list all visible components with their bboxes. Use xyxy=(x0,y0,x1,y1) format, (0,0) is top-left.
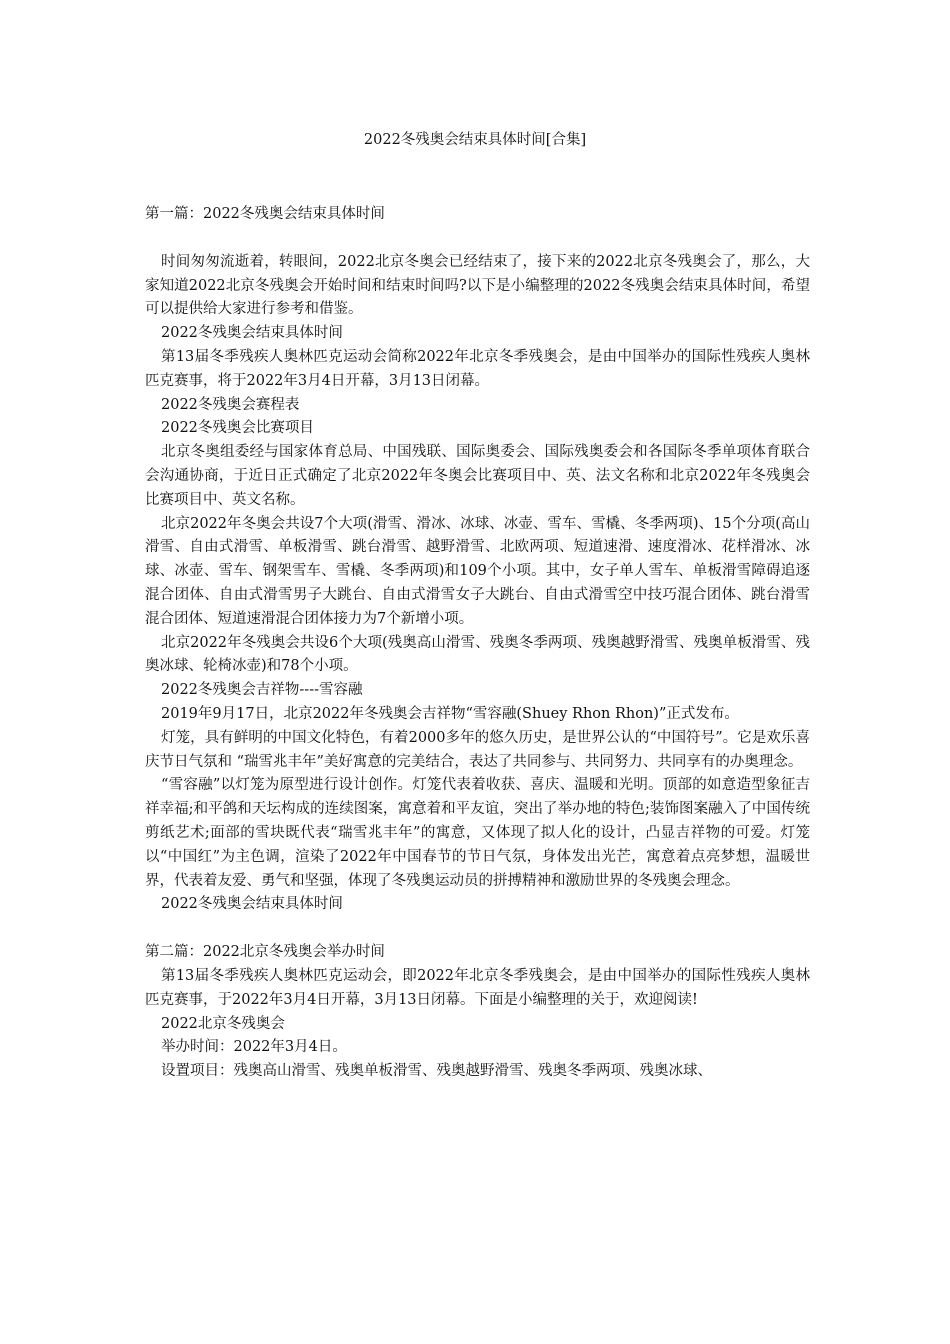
paragraph-subheading: 2022冬残奥会结束具体时间 xyxy=(161,325,343,342)
document-title: 2022冬残奥会结束具体时间[合集] xyxy=(363,132,587,148)
paragraph: 北京2022年冬残奥会共设6个大项(残奥高山滑雪、残奥冬季两项、残奥越野滑雪、残奥单板滑雪、残奥冰球、轮椅冰壶)和78个小项。 xyxy=(145,634,810,675)
paragraph-intro: 时间匆匆流逝着，转眼间，2022北京冬奥会已经结束了，接下来的2022北京冬残奥会了，那么，大家知道2022北京冬残奥会开始时间和结束时间吗?以下是小编整理的2022冬残奥会结束具体时间，希望可以提供给大家进行参考和借鉴。 xyxy=(145,253,810,318)
document-body xyxy=(145,203,810,1084)
paragraph: 第13届冬季残疾人奥林匹克运动会简称2022年北京冬季残奥会，是由中国举办的国际性残疾人奥林匹克赛事，将于2022年3月4日开幕，3月13日闭幕。 xyxy=(145,348,810,389)
section-heading-1: 第一篇：2022冬残奥会结束具体时间 xyxy=(145,206,385,222)
paragraph: 2019年9月17日，北京2022年冬残奥会吉祥物“雪容融(Shuey Rhon Rhon)”正式发布。 xyxy=(161,705,739,722)
paragraph-subheading: 2022冬残奥会结束具体时间 xyxy=(161,896,343,913)
paragraph-subheading: 2022北京冬残奥会 xyxy=(161,1015,285,1032)
paragraph: 灯笼，具有鲜明的中国文化特色，有着2000多年的悠久历史，是世界公认的“中国符号”。它是欢乐喜庆节日气氛和 “瑞雪兆丰年”美好寓意的完美结合，表达了共同参与、共同努力、共同享有的办奥理念。 xyxy=(145,729,810,770)
paragraph-subheading: 2022冬残奥会赛程表 xyxy=(161,396,300,413)
paragraph: 北京2022年冬奥会共设7个大项(滑雪、滑冰、冰球、冰壶、雪车、雪橇、冬季两项)、15个分项(高山滑雪、自由式滑雪、单板滑雪、跳台滑雪、越野滑雪、北欧两项、短道速滑、速度滑冰、花样滑冰、冰球、冰壶、雪车、钢架雪车、雪橇、冬季两项)和109个小项。其中，女子单人雪车、单板滑雪障碍追逐混合团体、自由式滑雪男子大跳台、自由式滑雪女子大跳台、自由式滑雪空中技巧混合团体、跳台滑雪混合团体、短道速滑混合团体接力为7个新增小项。 xyxy=(145,515,810,627)
paragraph-subheading: 2022冬残奥会比赛项目 xyxy=(161,420,314,437)
section-heading-2: 第二篇：2022北京冬残奥会举办时间 xyxy=(145,944,385,961)
paragraph: 举办时间：2022年3月4日。 xyxy=(161,1039,347,1056)
paragraph: “雪容融”以灯笼为原型进行设计创作。灯笼代表着收获、喜庆、温暖和光明。顶部的如意造型象征吉祥幸福;和平鸽和天坛构成的连续图案，寓意着和平友谊，突出了举办地的特色;装饰图案融入了中国传统剪纸艺术;面部的雪块既代表“瑞雪兆丰年”的寓意，又体现了拟人化的设计，凸显吉祥物的可爱。灯笼以“中国红”为主色调，渲染了2022年中国春节的节日气氛，身体发出光芒，寓意着点亮梦想，温暖世界，代表着友爱、勇气和坚强，体现了冬残奥运动员的拼搏精神和激励世界的冬残奥会理念。 xyxy=(145,777,810,889)
paragraph: 北京冬奥组委经与国家体育总局、中国残联、国际奥委会、国际残奥委会和各国际冬季单项体育联合会沟通协商，于近日正式确定了北京2022年冬奥会比赛项目中、英、法文名称和北京2022年冬残奥会比赛项目中、英文名称。 xyxy=(145,444,810,508)
paragraph: 设置项目：残奥高山滑雪、残奥单板滑雪、残奥越野滑雪、残奥冬季两项、残奥冰球、 xyxy=(161,1063,712,1080)
paragraph: 第13届冬季残疾人奥林匹克运动会，即2022年北京冬季残奥会，是由中国举办的国际性残疾人奥林匹克赛事，于2022年3月4日开幕，3月13日闭幕。下面是小编整理的关于，欢迎阅读! xyxy=(145,967,810,1008)
paragraph-subheading: 2022冬残奥会吉祥物----雪容融 xyxy=(161,682,363,699)
